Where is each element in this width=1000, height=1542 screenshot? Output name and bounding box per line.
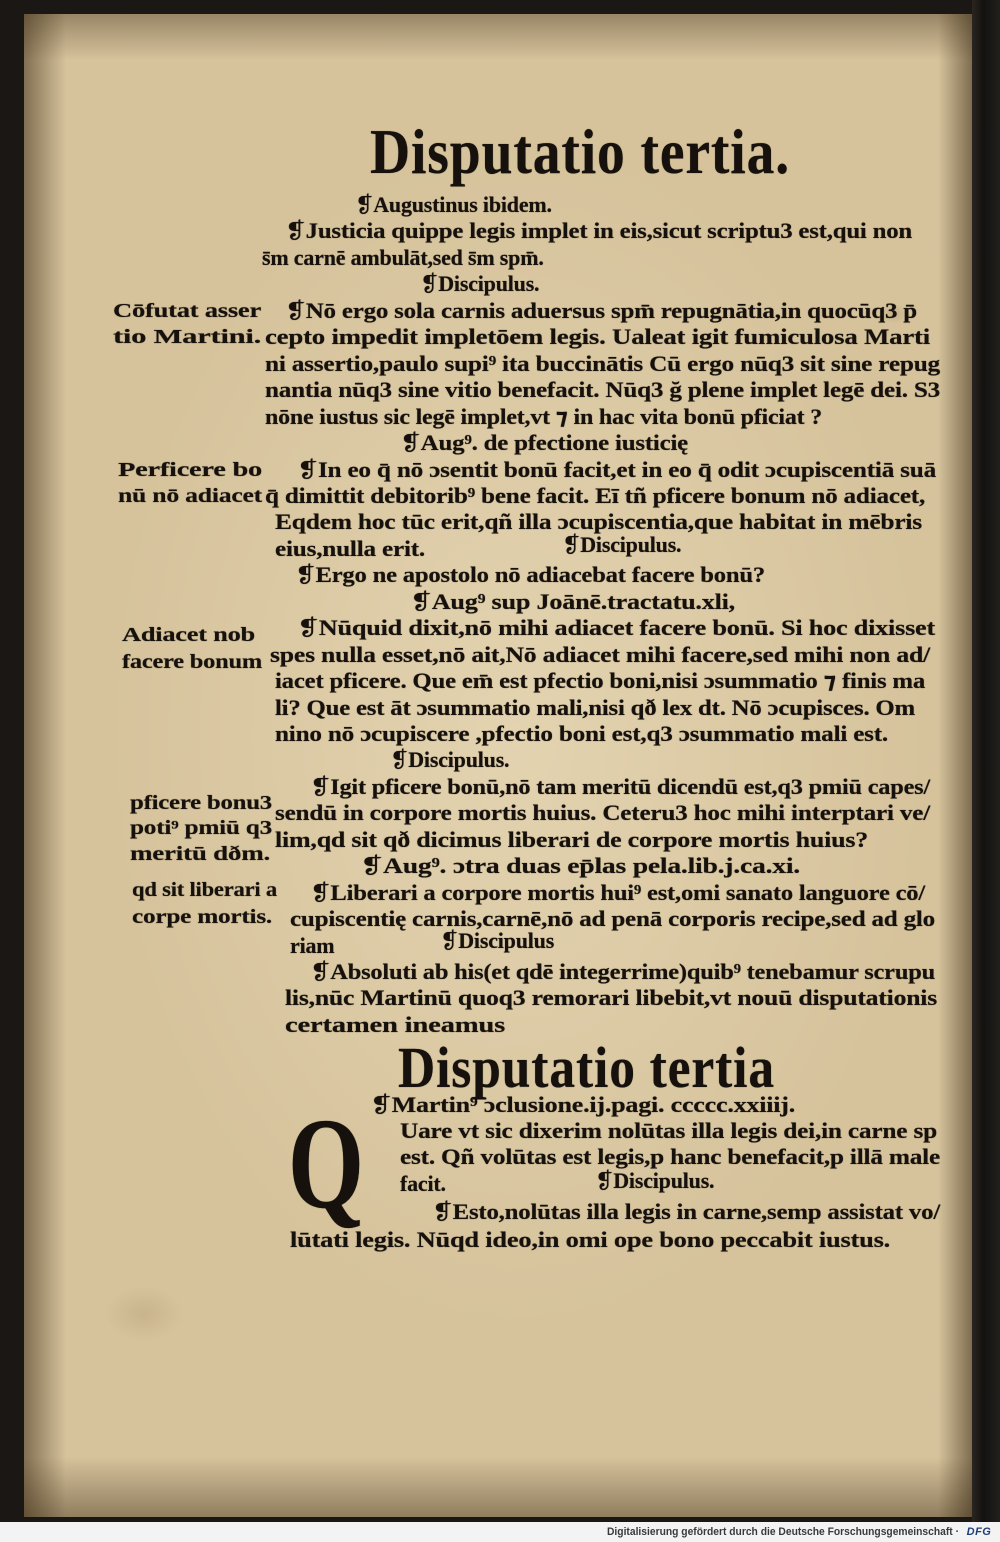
- text-line: lūtati legis. Nūqd ideo,in omi ope bono peccabit iustus.: [290, 1227, 891, 1252]
- drop-cap: Q: [288, 1092, 364, 1236]
- text-line: nino nō ɔcupiscere ,pfectio boni est,q3 ɔsummatio mali est.: [275, 721, 889, 746]
- margin-note: Cōfutat asser: [113, 300, 262, 322]
- margin-note: pficere bonu3: [130, 792, 272, 814]
- text-line: li? Que est āt ɔsummatio mali,nisi qð lex dt. Nō ɔcupisces. Om: [275, 695, 915, 720]
- scan-frame-edge: [972, 0, 1000, 1522]
- text-line: Uare vt sic dixerim nolūtas illa legis dei,in carne sp: [400, 1118, 937, 1143]
- text-line: ❡In eo q̄ nō ɔsentit bonū facit,et in eo q̄ odit ɔcupiscentiā suā: [297, 457, 937, 482]
- text-line: ❡Absoluti ab his(et qdē integerrime)quib⁹ tenebamur scrupu: [310, 959, 935, 984]
- text-line: cupiscentię carnis,carnē,nō ad penā corporis recipe,sed ad glo: [290, 906, 935, 931]
- text-line: ❡Discipulus.: [390, 747, 510, 772]
- text-line: ❡Igit pficere bonū,nō tam meritū dicendū est,q3 pmiū capes/: [310, 774, 931, 799]
- margin-note: meritū dðm.: [130, 843, 270, 865]
- text-line: ❡Discipulus.: [562, 532, 682, 557]
- digitization-footer: [0, 1522, 1000, 1542]
- text-line: ❡Discipulus.: [595, 1168, 715, 1193]
- text-line: iacet pficere. Que em̄ est pfectio boni,nisi ɔsummatio ⁊ finis ma: [275, 668, 926, 693]
- text-line: lim,qd sit qð dicimus liberari de corpore mortis huius?: [275, 827, 868, 852]
- margin-note: poti⁹ pmiū q3: [130, 817, 273, 839]
- text-line: ❡Nō ergo sola carnis aduersus spm̄ repugnātia,in quocūq3 p̄: [285, 298, 917, 323]
- text-line: nantia nūq3 sine vitio benefacit. Nūq3 ğ plene implet legē dei. S3: [265, 377, 940, 402]
- text-line: ❡Nūquid dixit,nō mihi adiacet facere bonū. Si hoc dixisset: [297, 615, 935, 640]
- margin-note: qd sit liberari a: [132, 879, 277, 901]
- margin-note: tio Martini.: [113, 326, 262, 348]
- text-line: Eqdem hoc tūc erit,qñ illa ɔcupiscentia,que habitat in mēbris: [275, 509, 922, 534]
- section-heading: Disputatio tertia: [398, 1035, 776, 1100]
- text-line: riam: [290, 933, 335, 958]
- text-line: s̄m carnē ambulāt,sed s̄m spm̄.: [262, 245, 544, 270]
- text-line: ❡Ergo ne apostolo nō adiacebat facere bonū?: [295, 562, 766, 587]
- margin-note: facere bonum: [122, 651, 263, 673]
- text-line: ❡Esto,nolūtas illa legis in carne,semp assistat vo/: [432, 1199, 941, 1224]
- text-line: sendū in corpore mortis huius. Ceteru3 hoc mihi interptari ve/: [275, 800, 931, 825]
- text-line: ❡Liberari a corpore mortis hui⁹ est,omi sanato languore cō/: [310, 880, 925, 905]
- text-line: est. Qñ volūtas est legis,p hanc benefacit,p illā male: [400, 1144, 941, 1169]
- dfg-logo: DFG: [966, 1526, 992, 1538]
- text-line: q̄ dimittit debitorib⁹ bene facit. Eī tñ pficere bonum nō adiacet,: [265, 483, 926, 508]
- margin-note: Adiacet nob: [122, 624, 255, 646]
- text-line: ❡Justicia quippe legis implet in eis,sicut scriptu3 est,qui non: [285, 218, 913, 243]
- text-line: ❡Discipulus.: [420, 271, 540, 296]
- text-line: facit.: [400, 1171, 446, 1196]
- text-line: eius,nulla erit.: [275, 536, 426, 561]
- margin-note: corpe mortis.: [132, 906, 272, 928]
- text-line: certamen ineamus: [285, 1012, 506, 1037]
- margin-note: nū nō adiacet: [118, 485, 263, 507]
- text-line: cepto impedit impletōem legis. Ualeat igit fumiculosa Marti: [265, 324, 930, 349]
- text-line: ❡Augustinus ibidem.: [355, 192, 552, 217]
- section-heading: Disputatio tertia.: [370, 116, 791, 187]
- text-line: spes nulla esset,nō ait,Nō adiacet mihi facere,sed mihi non ad/: [270, 642, 930, 667]
- text-line: ❡Aug⁹. ɔtra duas ep̄las pela.lib.j.ca.xi.: [360, 853, 800, 878]
- text-line: ni assertio,paulo supi⁹ ita buccinātis Cū ergo nūq3 sit sine repug: [265, 351, 940, 376]
- margin-note: Perficere bo: [118, 459, 263, 481]
- text-line: ❡Discipulus: [440, 928, 555, 953]
- funding-credit: Digitalisierung gefördert durch die Deutsche Forschungsgemeinschaft ·: [607, 1526, 960, 1538]
- text-line: nōne iustus sic legē implet,vt ⁊ in hac vita bonū pficiat ?: [265, 404, 823, 429]
- text-line: ❡Aug⁹ sup Joānē.tractatu.xli,: [410, 589, 736, 614]
- text-line: ❡Aug⁹. de pfectione iusticię: [400, 430, 688, 455]
- text-line: ❡Martin⁹ ɔclusione.ij.pagi. ccccc.xxiiij.: [370, 1092, 796, 1117]
- text-line: lis,nūc Martinū quoq3 remorari libebit,vt nouū disputationis: [285, 985, 938, 1010]
